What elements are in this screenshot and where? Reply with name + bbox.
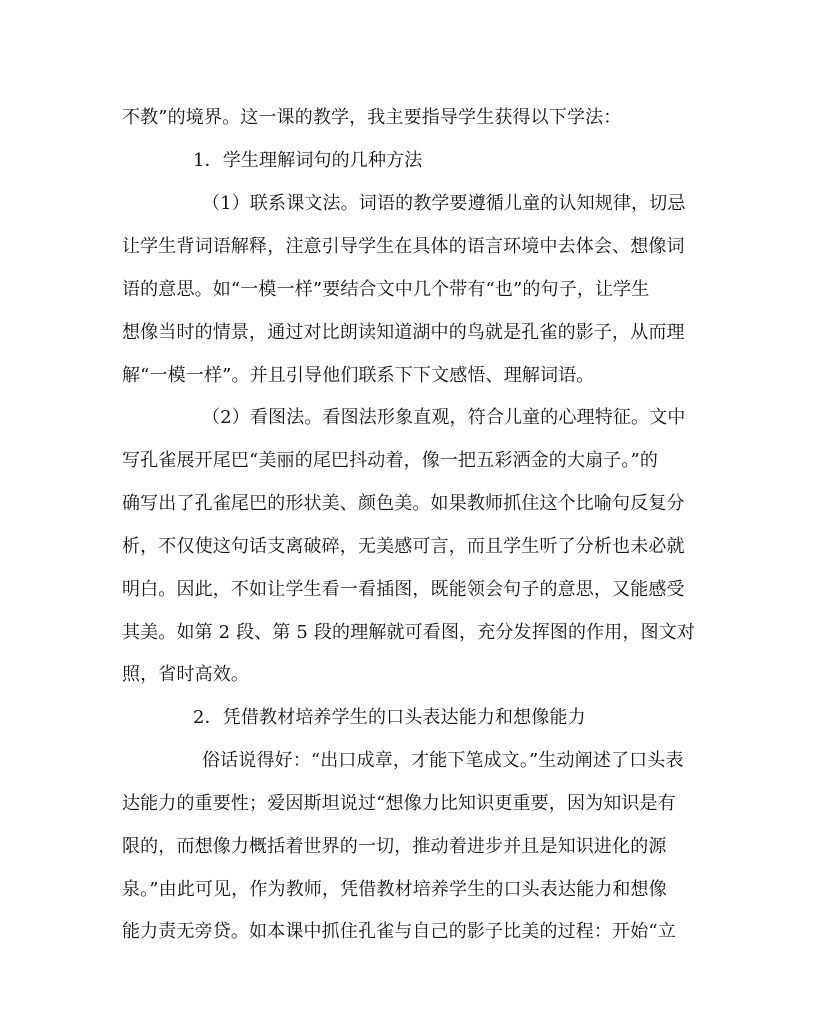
paragraph-line-19: 泉。”由此可见，作为教师，凭借教材培养学生的口头表达能力和想像: [122, 879, 667, 900]
section-heading-2: 2．凭借教材培养学生的口头表达能力和想像能力: [193, 707, 586, 728]
paragraph-line-11: 析，不仅使这句话支离破碎，无美感可言，而且学生听了分析也未必就: [122, 536, 685, 557]
paragraph-line-5: 语的意思。如“一模一样”要结合文中几个带有“也”的句子，让学生: [122, 279, 650, 300]
paragraph-line-20: 能力责无旁贷。如本课中抓住孔雀与自己的影子比美的过程：开始“立: [122, 921, 676, 942]
paragraph-line-12: 明白。因此，不如让学生看一看插图，既能领会句子的意思，又能感受: [122, 579, 685, 600]
paragraph-line-18: 限的，而想像力概括着世界的一切，推动着进步并且是知识进化的源: [122, 836, 667, 857]
paragraph-line-14: 照，省时高效。: [122, 664, 250, 685]
paragraph-line-8: （2）看图法。看图法形象直观，符合儿童的心理特征。文中: [202, 407, 686, 428]
paragraph-line-17: 达能力的重要性；爱因斯坦说过“想像力比知识更重要，因为知识是有: [122, 793, 676, 814]
paragraph-line-7: 解“一模一样”。并且引导他们联系下下文感悟、理解词语。: [122, 365, 595, 386]
paragraph-line-10: 确写出了孔雀尾巴的形状美、颜色美。如果教师抓住这个比喻句反复分: [122, 493, 685, 514]
paragraph-line-4: 让学生背词语解释，注意引导学生在具体的语言环境中去体会、想像词: [122, 236, 685, 257]
paragraph-line-3: （1）联系课文法。词语的教学要遵循儿童的认知规律，切忌: [202, 193, 686, 214]
section-heading-1: 1．学生理解词句的几种方法: [193, 150, 423, 171]
paragraph-line-1: 不教”的境界。这一课的教学，我主要指导学生获得以下学法：: [122, 107, 622, 128]
paragraph-line-13: 其美。如第 2 段、第 5 段的理解就可看图，充分发挥图的作用，图文对: [122, 622, 696, 643]
paragraph-line-6: 想像当时的情景，通过对比朗读知道湖中的鸟就是孔雀的影子，从而理: [122, 322, 685, 343]
paragraph-line-16: 俗话说得好：“出口成章，才能下笔成文。”生动阐述了口头表: [202, 750, 684, 771]
paragraph-line-9: 写孔雀展开尾巴“美丽的尾巴抖动着，像一把五彩洒金的大扇子。”的: [122, 450, 659, 471]
